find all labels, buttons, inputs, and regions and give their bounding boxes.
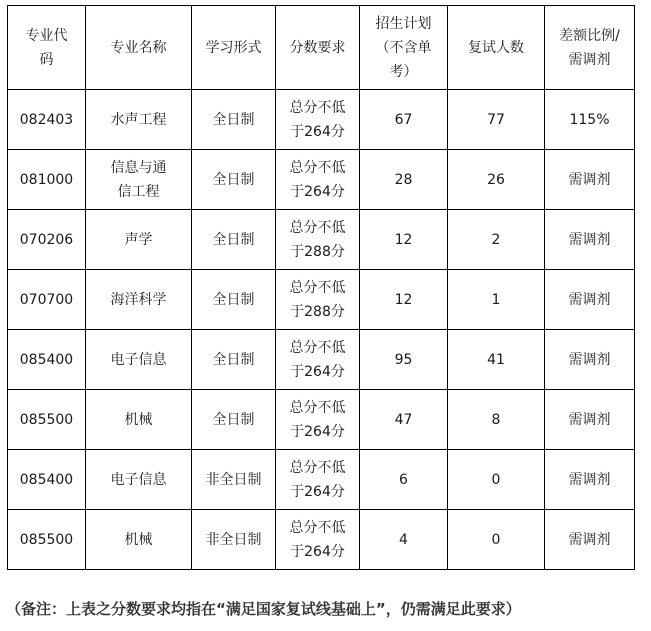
cell-score-text: 总分不低 — [289, 219, 346, 236]
cell-score-text: 总分不低 — [289, 339, 346, 356]
header-retest — [448, 6, 545, 90]
cell-score — [276, 150, 360, 210]
cell-retest: 2 — [448, 210, 545, 270]
cell-name — [86, 390, 192, 450]
cell-score-text: 于264分 — [290, 543, 345, 560]
cell-plan: 12 — [360, 270, 448, 330]
cell-retest: 8 — [448, 390, 545, 450]
cell-mode: 全日制 — [192, 270, 276, 330]
cell-code: 070700 — [8, 270, 86, 330]
cell-score-text: 于288分 — [290, 243, 345, 260]
cell-mode: 全日制 — [192, 330, 276, 390]
cell-ratio: 需调剂 — [545, 150, 635, 210]
cell-score-text: 于288分 — [290, 303, 345, 320]
cell-name — [86, 510, 192, 570]
cell-name — [86, 210, 192, 270]
cell-name-text: 机械 — [124, 531, 153, 548]
header-mode — [192, 6, 276, 90]
cell-score — [276, 90, 360, 150]
cell-name-text: 电子信息 — [110, 471, 167, 488]
cell-name — [86, 270, 192, 330]
header-text: 专业名称 — [110, 39, 167, 56]
header-text: 分数要求 — [289, 39, 346, 56]
cell-plan: 6 — [360, 450, 448, 510]
cell-score — [276, 330, 360, 390]
header-text: （不含单 — [375, 39, 432, 56]
cell-score — [276, 390, 360, 450]
cell-retest: 0 — [448, 450, 545, 510]
cell-ratio: 需调剂 — [545, 210, 635, 270]
cell-code: 070206 — [8, 210, 86, 270]
cell-ratio: 需调剂 — [545, 390, 635, 450]
header-score — [276, 6, 360, 90]
cell-score-text: 于264分 — [290, 363, 345, 380]
cell-code: 085400 — [8, 330, 86, 390]
cell-retest: 1 — [448, 270, 545, 330]
cell-score-text: 于264分 — [290, 423, 345, 440]
cell-ratio: 需调剂 — [545, 450, 635, 510]
cell-plan: 67 — [360, 90, 448, 150]
cell-plan: 95 — [360, 330, 448, 390]
cell-mode: 全日制 — [192, 90, 276, 150]
cell-name — [86, 330, 192, 390]
cell-plan: 12 — [360, 210, 448, 270]
footnote: （备注：上表之分数要求均指在“满足国家复试线基础上”，仍需满足此要求） — [6, 600, 521, 618]
cell-score-text: 于264分 — [290, 123, 345, 140]
table-row — [8, 210, 635, 270]
cell-name — [86, 90, 192, 150]
cell-score-text: 总分不低 — [289, 99, 346, 116]
cell-ratio: 115% — [545, 90, 635, 150]
header-code — [8, 6, 86, 90]
table-row — [8, 150, 635, 210]
cell-code: 085500 — [8, 510, 86, 570]
table-row — [8, 510, 635, 570]
table-body — [8, 90, 635, 570]
header-text: 需调剂 — [568, 51, 611, 68]
cell-score-text: 于264分 — [290, 183, 345, 200]
cell-name — [86, 150, 192, 210]
cell-score — [276, 210, 360, 270]
cell-score-text: 总分不低 — [289, 459, 346, 476]
header-ratio — [545, 6, 635, 90]
table-row — [8, 90, 635, 150]
header-name — [86, 6, 192, 90]
cell-name-text: 信息与通 — [110, 159, 167, 176]
header-text: 学习形式 — [205, 39, 262, 56]
cell-code: 085400 — [8, 450, 86, 510]
cell-mode: 非全日制 — [192, 510, 276, 570]
admissions-table-container — [7, 5, 635, 570]
cell-code: 085500 — [8, 390, 86, 450]
header-text: 考） — [389, 63, 418, 80]
cell-score-text: 总分不低 — [289, 519, 346, 536]
header-text: 复试人数 — [468, 39, 524, 56]
cell-mode: 全日制 — [192, 390, 276, 450]
cell-score-text: 总分不低 — [289, 279, 346, 296]
header-row — [8, 6, 635, 90]
cell-name-text: 信工程 — [117, 183, 160, 200]
header-text: 码 — [39, 51, 54, 68]
cell-ratio: 需调剂 — [545, 510, 635, 570]
cell-retest: 41 — [448, 330, 545, 390]
header-text: 专业代 — [25, 27, 68, 44]
table-row — [8, 450, 635, 510]
cell-score — [276, 510, 360, 570]
cell-name-text: 机械 — [124, 411, 153, 428]
cell-name-text: 电子信息 — [110, 351, 167, 368]
cell-score — [276, 270, 360, 330]
cell-plan: 4 — [360, 510, 448, 570]
table-row — [8, 330, 635, 390]
table-row — [8, 270, 635, 330]
cell-score — [276, 450, 360, 510]
cell-retest: 26 — [448, 150, 545, 210]
table-row — [8, 390, 635, 450]
cell-retest: 77 — [448, 90, 545, 150]
cell-mode: 全日制 — [192, 150, 276, 210]
cell-score-text: 总分不低 — [289, 159, 346, 176]
cell-score-text: 于264分 — [290, 483, 345, 500]
cell-name — [86, 450, 192, 510]
cell-name-text: 海洋科学 — [110, 291, 167, 308]
admissions-table — [7, 5, 635, 570]
cell-name-text: 水声工程 — [110, 111, 167, 128]
cell-score-text: 总分不低 — [289, 399, 346, 416]
cell-plan: 47 — [360, 390, 448, 450]
cell-plan: 28 — [360, 150, 448, 210]
cell-mode: 非全日制 — [192, 450, 276, 510]
cell-ratio: 需调剂 — [545, 330, 635, 390]
cell-ratio: 需调剂 — [545, 270, 635, 330]
header-plan — [360, 6, 448, 90]
cell-name-text: 声学 — [124, 231, 153, 248]
header-text: 差额比例/ — [559, 27, 620, 44]
cell-code: 082403 — [8, 90, 86, 150]
header-text: 招生计划 — [375, 15, 432, 32]
cell-mode: 全日制 — [192, 210, 276, 270]
cell-code: 081000 — [8, 150, 86, 210]
cell-retest: 0 — [448, 510, 545, 570]
